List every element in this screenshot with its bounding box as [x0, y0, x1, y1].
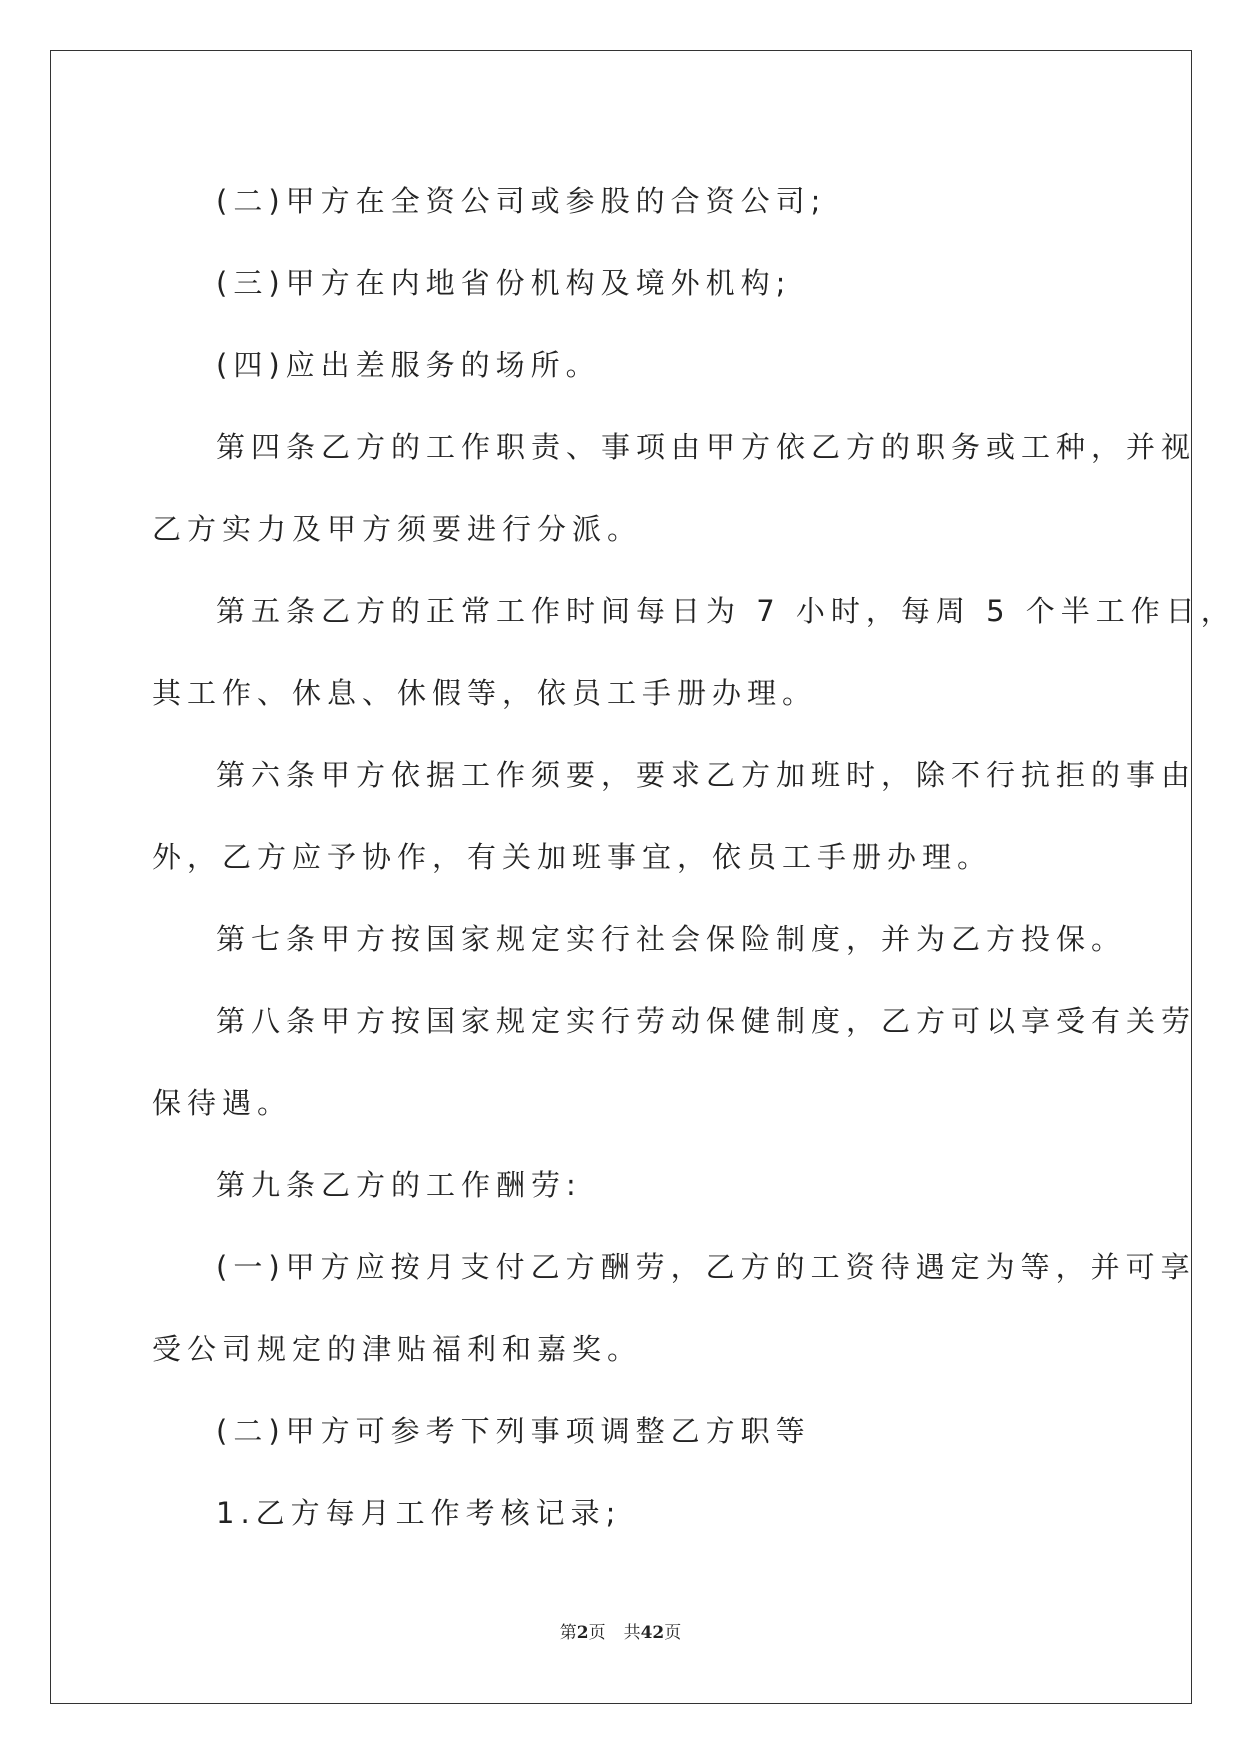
text-line: (四)应出差服务的场所。: [216, 348, 601, 382]
footer-total-prefix: 共: [623, 1623, 641, 1643]
page-footer: [0, 1618, 1241, 1643]
footer-page-suffix: 页: [588, 1623, 606, 1643]
text-line: 第九条乙方的工作酬劳:: [216, 1168, 582, 1202]
text-line: 第六条甲方依据工作须要，要求乙方加班时，除不行抗拒的事由: [216, 758, 1197, 792]
text-line: 乙方实力及甲方须要进行分派。: [152, 512, 643, 546]
footer-page-number: 2: [576, 1623, 589, 1643]
text-line: 外，乙方应予协作，有关加班事宜，依员工手册办理。: [152, 840, 993, 874]
text-line: (二)甲方可参考下列事项调整乙方职等: [216, 1414, 811, 1448]
text-line: 其工作、休息、休假等，依员工手册办理。: [152, 676, 818, 710]
text-line: 第八条甲方按国家规定实行劳动保健制度，乙方可以享受有关劳: [216, 1004, 1197, 1038]
footer-page-prefix: 第: [559, 1623, 577, 1643]
text-line: (一)甲方应按月支付乙方酬劳，乙方的工资待遇定为等，并可享: [216, 1250, 1196, 1284]
text-line: 第五条乙方的正常工作时间每日为 7 小时，每周 5 个半工作日，: [216, 594, 1236, 628]
footer-total-pages: 42: [640, 1623, 665, 1643]
text-line: 保待遇。: [152, 1086, 293, 1120]
text-line: 第七条甲方按国家规定实行社会保险制度，并为乙方投保。: [216, 922, 1127, 956]
text-line: 第四条乙方的工作职责、事项由甲方依乙方的职务或工种，并视: [216, 430, 1197, 464]
document-body: [152, 160, 1236, 1554]
text-line: (二)甲方在全资公司或参股的合资公司;: [216, 184, 827, 218]
text-line: 1.乙方每月工作考核记录;: [216, 1496, 622, 1530]
text-line: 受公司规定的津贴福利和嘉奖。: [152, 1332, 643, 1366]
text-line: (三)甲方在内地省份机构及境外机构;: [216, 266, 792, 300]
footer-total-suffix: 页: [664, 1623, 682, 1643]
